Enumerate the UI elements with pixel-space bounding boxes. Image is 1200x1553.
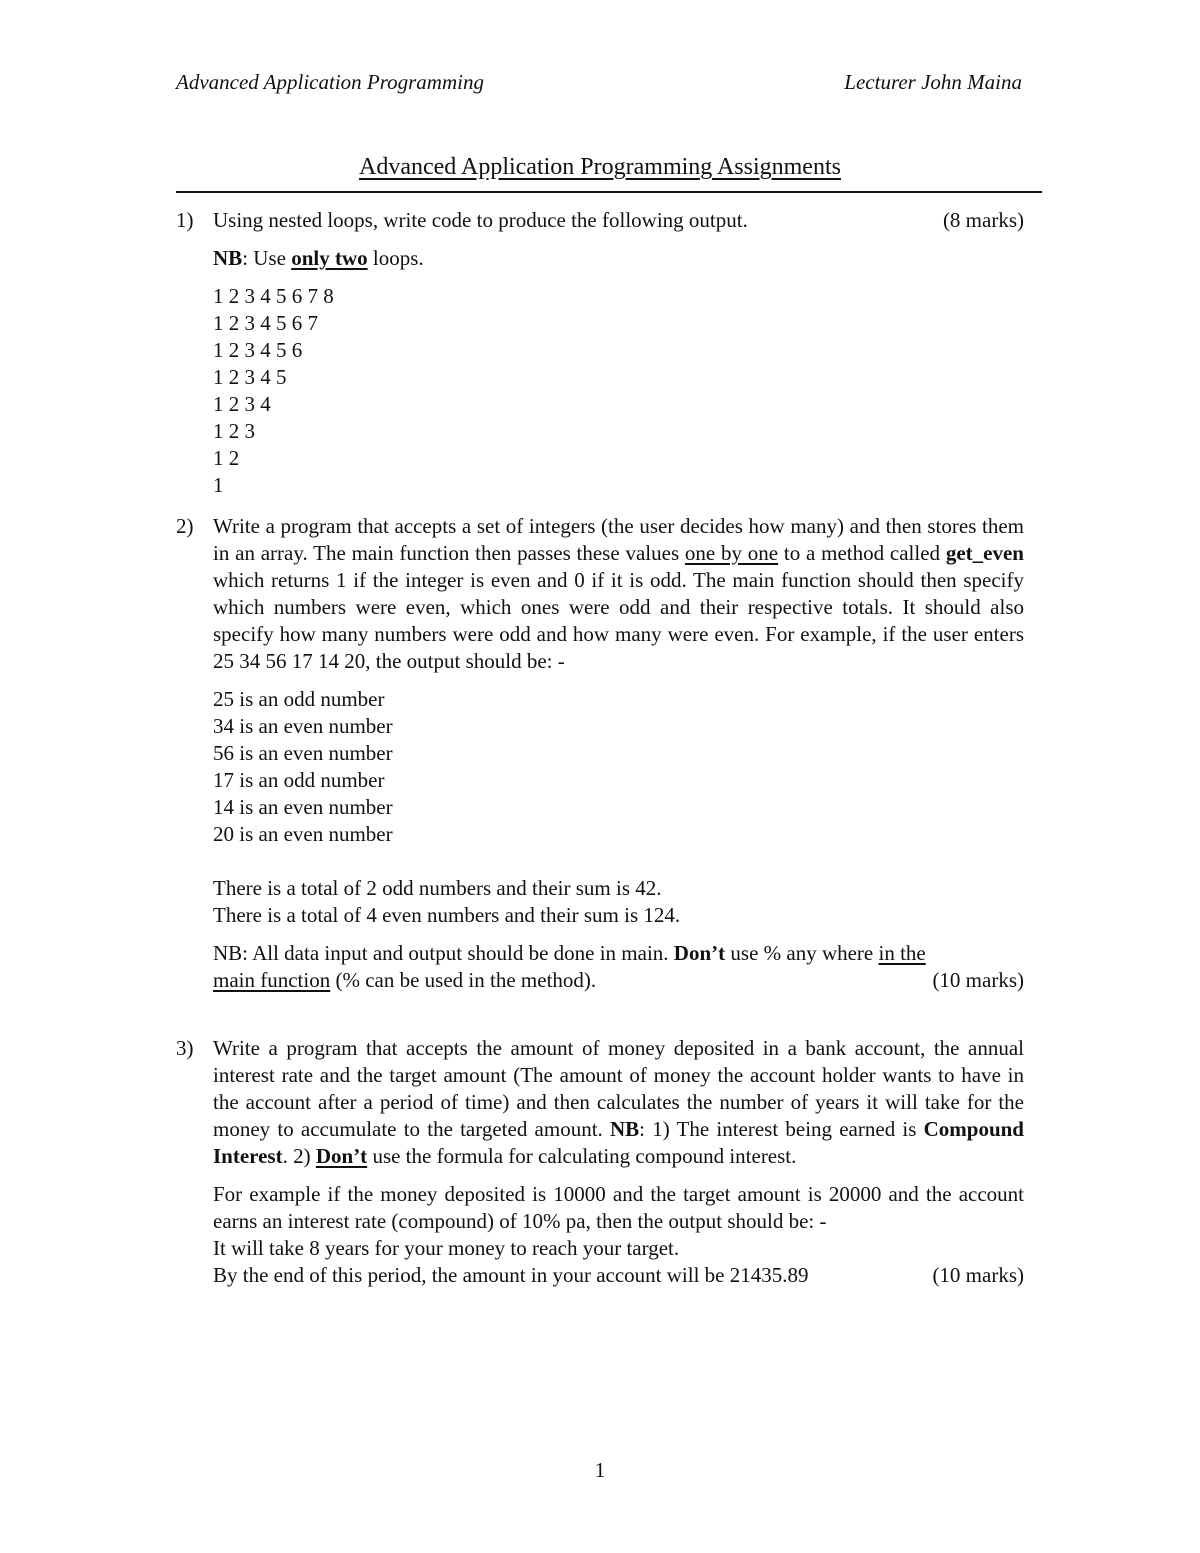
output-line: 1 2 bbox=[213, 446, 240, 470]
question-text: Write a program that accepts a set of integers (the user decides how many) and then stores them in an array. The main function then passes these values one by one to a method called get_even which returns 1 if the integer is even and 0 if it is odd. The main function should then specify which numbers were even, which ones were odd and their respective totals. It should also specify how many numbers were odd and how many were even. For example, if the user enters 25 34 56 17 14 20, the output should be: - bbox=[213, 514, 1024, 673]
result-line: 14 is an even number bbox=[213, 795, 393, 819]
total-line: There is a total of 2 odd numbers and their sum is 42. bbox=[213, 876, 662, 900]
example-totals bbox=[213, 875, 1024, 929]
result-line: 20 is an even number bbox=[213, 822, 393, 846]
question-text: Using nested loops, write code to produce the following output. (8 marks) bbox=[213, 208, 1024, 232]
output-line: 1 2 3 bbox=[213, 419, 255, 443]
question-number: 3) bbox=[176, 1036, 194, 1060]
question-number: 1) bbox=[176, 208, 194, 232]
output-line: 1 2 3 4 5 6 7 8 bbox=[213, 284, 334, 308]
question-number: 2) bbox=[176, 514, 194, 538]
title-rule bbox=[176, 191, 1042, 193]
marks: (10 marks) bbox=[932, 968, 1024, 992]
result-line: 25 is an odd number bbox=[213, 687, 385, 711]
marks: (8 marks) bbox=[942, 208, 1024, 232]
output-line: 1 2 3 4 5 6 bbox=[213, 338, 303, 362]
question-text: Write a program that accepts the amount of money deposited in a bank account, the annual interest rate and the target amount (The amount of money the account holder wants to have in the account after a period of time) and then calculates the number of years it will take for the money to accumulate to the targeted amount. NB: 1) The interest being earned is Compound Interest. 2) Don’t use the formula for calculating compound interest. bbox=[213, 1036, 1024, 1168]
header-lecturer: Lecturer John Maina bbox=[844, 70, 1022, 94]
question-3 bbox=[176, 1035, 1026, 1289]
nb-note: NB: All data input and output should be done in main. Don’t use % any where in the main function (% can be used in the method). (10 marks) bbox=[213, 941, 1024, 992]
example-results bbox=[213, 686, 1024, 848]
header-course: Advanced Application Programming bbox=[176, 70, 484, 94]
output-line: 1 bbox=[213, 473, 224, 497]
output-line: 1 2 3 4 5 bbox=[213, 365, 287, 389]
result-line: 56 is an even number bbox=[213, 741, 393, 765]
total-line: There is a total of 4 even numbers and their sum is 124. bbox=[213, 903, 681, 927]
page-title: Advanced Application Programming Assignments bbox=[359, 154, 841, 180]
output-line: 1 2 3 4 5 6 7 bbox=[213, 311, 318, 335]
result-line: 34 is an even number bbox=[213, 714, 393, 738]
question-1 bbox=[176, 207, 1026, 499]
question-2 bbox=[176, 513, 1026, 994]
example-output-line: By the end of this period, the amount in your account will be 21435.89 (10 marks) bbox=[213, 1263, 1024, 1287]
result-line: 17 is an odd number bbox=[213, 768, 385, 792]
example-text: For example if the money deposited is 10000 and the target amount is 20000 and the account earns an interest rate (compound) of 10% pa, then the output should be: - bbox=[213, 1182, 1024, 1233]
nb-note: NB: Use only two loops. bbox=[213, 246, 424, 270]
marks: (10 marks) bbox=[932, 1263, 1024, 1287]
example-output-line: It will take 8 years for your money to reach your target. bbox=[213, 1236, 680, 1260]
page-number: 1 bbox=[594, 1458, 606, 1482]
output-line: 1 2 3 4 bbox=[213, 392, 271, 416]
expected-output bbox=[213, 283, 1024, 499]
